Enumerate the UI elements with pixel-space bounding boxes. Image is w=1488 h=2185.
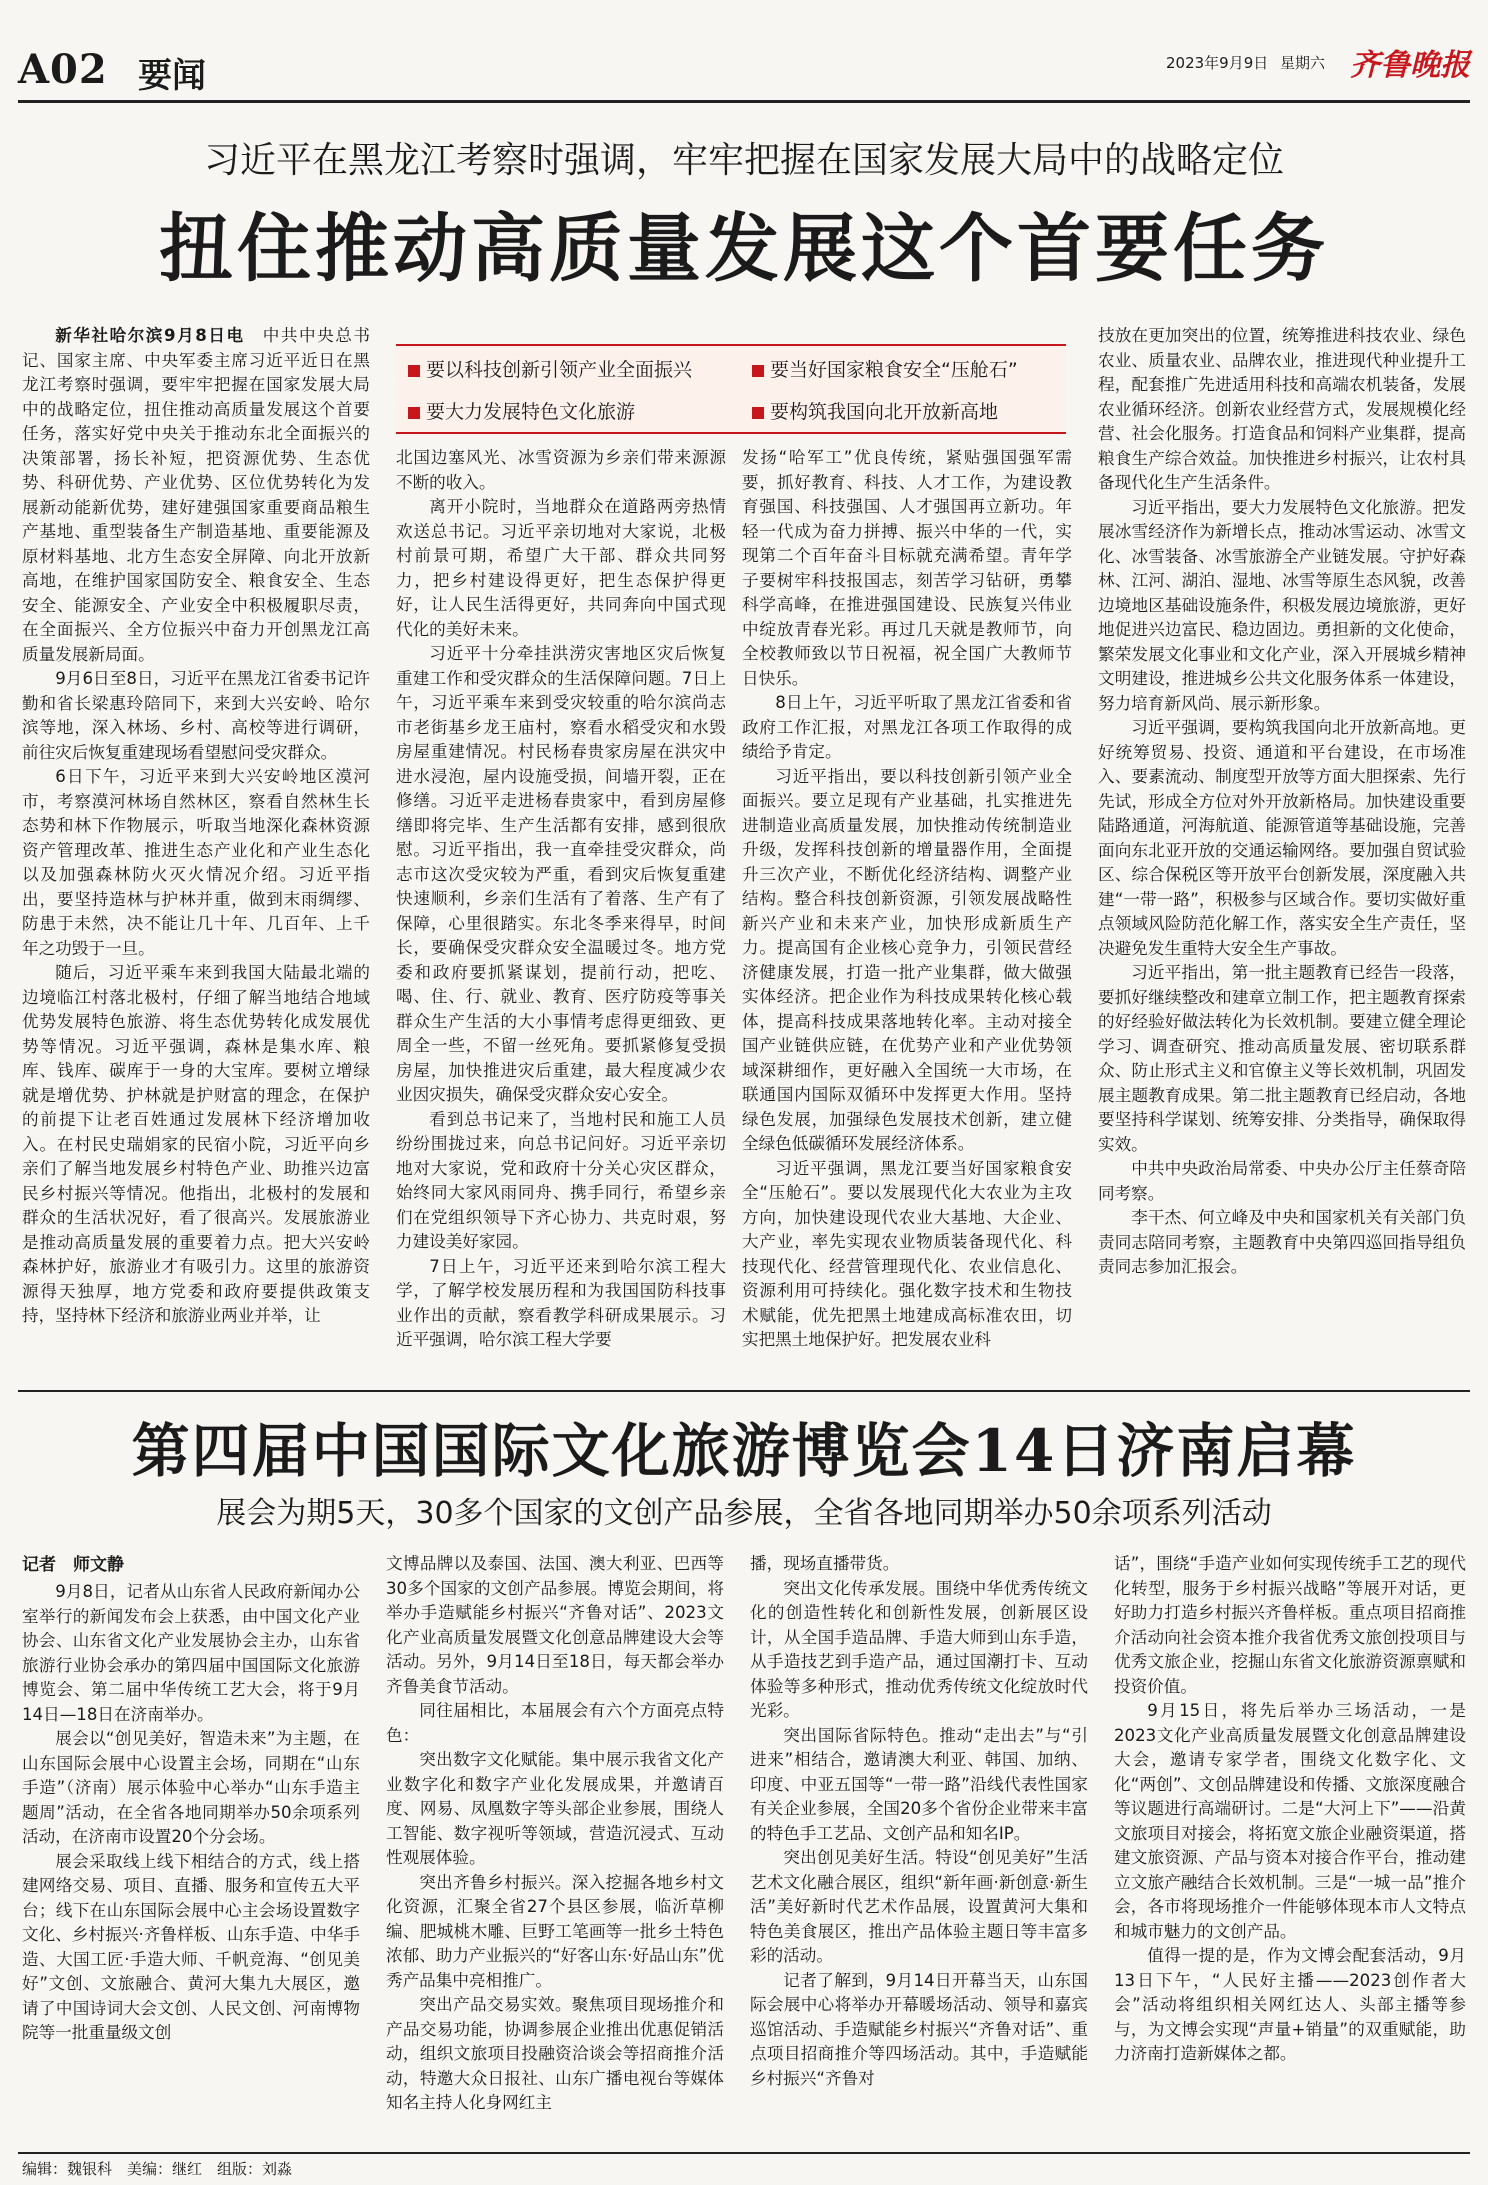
second-column-2: [386, 1552, 724, 2148]
article-paragraph: 话”，围绕“手造产业如何实现传统手工艺的现代化转型，服务于乡村振兴战略”等展开对话，更好助力打造乡村振兴齐鲁样板。重点项目招商推介活动向社会资本推介我省优秀文旅创投项目与优秀文旅企业，挖掘山东省文化旅游资源禀赋和投资价值。: [1114, 1554, 1466, 1696]
article-paragraph: 记者了解到，9月14日开幕当天，山东国际会展中心将举办开幕暖场活动、领导和嘉宾巡馆活动、手造赋能乡村振兴“齐鲁对话”、重点项目招商推介等四场活动。其中，手造赋能乡村振兴“齐鲁对: [750, 1970, 1088, 2088]
article-paragraph: 看到总书记来了，当地村民和施工人员纷纷围拢过来，向总书记问好。习近平亲切地对大家说，党和政府十分关心灾区群众，始终同大家风雨同舟、携手同行，希望乡亲们在党组织领导下齐心协力、共克时艰，努力建设美好家园。: [396, 1109, 726, 1251]
article-paragraph: 发扬“哈军工”优良传统，紧贴强国强军需要，抓好教育、科技、人才工作，为建设教育强国、科技强国、人才强国再立新功。年轻一代成为奋力拼搏、振兴中华的一代，实现第二个百年奋斗目标就充满希望。青年学子要树牢科技报国志，刻苦学习钻研，勇攀科学高峰，在推进强国建设、民族复兴伟业中绽放青春光彩。再过几天就是教师节，向全校教师致以节日祝福，祝全国广大教师节日快乐。: [742, 448, 1072, 688]
weekday: 星期六: [1280, 54, 1326, 72]
footer-rule: [18, 2152, 1470, 2154]
article-paragraph: 文博品牌以及泰国、法国、澳大利亚、巴西等30多个国家的文创产品参展。博览会期间，将举办手造赋能乡村振兴“齐鲁对话”、2023文化产业高质量发展暨文化创意品牌建设大会等活动。另外，9月14日至18日，每天都会举办齐鲁美食节活动。: [386, 1554, 724, 1696]
lead-column-2: [396, 446, 726, 1374]
lead-column-3: [742, 446, 1072, 1374]
section-name: 要闻: [138, 56, 206, 96]
highlight-item: 要构筑我国向北开放新高地: [752, 400, 998, 424]
square-bullet-icon: [752, 365, 764, 377]
article-paragraph: 技放在更加突出的位置，统筹推进科技农业、绿色农业、质量农业、品牌农业，推进现代种业提升工程，配套推广先进适用科技和高端农机装备，发展农业循环经济。创新农业经营方式，发展规模化经营、社会化服务。打造食品和饲料产业集群，提高粮食生产综合效益。加快推进乡村振兴，让农村具备现代化生产生活条件。: [1098, 326, 1466, 492]
second-column-1: [22, 1580, 360, 2148]
article-paragraph: 新华社哈尔滨9月8日电 中共中央总书记、国家主席、中央军委主席习近平近日在黑龙江考察时强调，要牢牢把握在国家发展大局中的战略定位，扭住推动高质量发展这个首要任务，落实好党中央关于推动东北全面振兴的决策部署，扬长补短，把资源优势、生态优势、科研优势、产业优势、区位优势转化为发展新动能新优势，建好建强国家重要商品粮生产基地、重型装备生产制造基地、重要能源及原材料基地、北方生态安全屏障、向北开放新高地，在维护国家国防安全、粮食安全、生态安全、能源安全、产业安全中积极履职尽责，在全面振兴、全方位振兴中奋力开创黑龙江高质量发展新局面。: [22, 326, 370, 664]
article-paragraph: 习近平指出，要大力发展特色文化旅游。把发展冰雪经济作为新增长点，推动冰雪运动、冰雪文化、冰雪装备、冰雪旅游全产业链发展。守护好森林、江河、湖泊、湿地、冰雪等原生态风貌，改善边境地区基础设施条件，积极发展边境旅游，更好地促进兴边富民、稳边固边。勇担新的文化使命，繁荣发展文化事业和文化产业，深入开展城乡精神文明建设，推进城乡公共文化服务体系一体建设，努力培育新风尚、展示新形象。: [1098, 497, 1466, 713]
lead-highlights-box: [396, 344, 1066, 434]
article-paragraph: 8日上午，习近平听取了黑龙江省委和省政府工作汇报，对黑龙江各项工作取得的成绩给予肯定。: [742, 693, 1072, 761]
article-paragraph: 同往届相比，本届展会有六个方面亮点特色：: [386, 1701, 724, 1745]
article-paragraph: 9月6日至8日，习近平在黑龙江省委书记许勤和省长梁惠玲陪同下，来到大兴安岭、哈尔滨等地，深入林场、乡村、高校等进行调研，前往灾后恢复重建现场看望慰问受灾群众。: [22, 669, 370, 762]
article-paragraph: 7日上午，习近平还来到哈尔滨工程大学，了解学校发展历程和为我国国防科技事业作出的贡献，察看教学科研成果展示。习近平强调，哈尔滨工程大学要: [396, 1256, 726, 1349]
byline: 记者 师文静: [22, 1555, 124, 1575]
article-paragraph: 突出文化传承发展。围绕中华优秀传统文化的创造性转化和创新性发展，创新展区设计，从全国手造品牌、手造大师到山东手造，从手造技艺到手造产品，通过国潮打卡、互动体验等多种形式，推动优秀传统文化绽放时代光彩。: [750, 1578, 1088, 1720]
article-paragraph: 李干杰、何立峰及中央和国家机关有关部门负责同志陪同考察，主题教育中央第四巡回指导组负责同志参加汇报会。: [1098, 1208, 1466, 1276]
square-bullet-icon: [408, 365, 420, 377]
highlight-item: 要当好国家粮食安全“压舱石”: [752, 358, 1018, 382]
section-divider: [18, 1390, 1470, 1392]
article-paragraph: 9月15日，将先后举办三场活动，一是2023文化产业高质量发展暨文化创意品牌建设大会，邀请专家学者，围绕文化数字化、文化“两创”、文创品牌建设和传播、文旅深度融合等议题进行高端研讨。二是“大河上下”——沿黄文旅项目对接会，将拓宽文旅企业融资渠道，搭建文旅资源、产品与资本对接合作平台，推动建立文旅产融结合长效机制。三是“一城一品”推介会，各市将现场推介一件能够体现本市人文特点和城市魅力的文创产品。: [1114, 1701, 1466, 1941]
second-headline: 第四届中国国际文化旅游博览会14日济南启幕: [131, 1417, 1357, 1485]
square-bullet-icon: [752, 407, 764, 419]
article-paragraph: 北国边塞风光、冰雪资源为乡亲们带来源源不断的收入。: [396, 448, 726, 492]
article-paragraph: 习近平十分牵挂洪涝灾害地区灾后恢复重建工作和受灾群众的生活保障问题。7日上午，习近平乘车来到受灾较重的哈尔滨尚志市老街基乡龙王庙村，察看水稻受灾和水毁房屋重建情况。村民杨春贵家房屋在洪灾中进水浸泡，屋内设施受损，间墙开裂，正在修缮。习近平走进杨春贵家中，看到房屋修缮即将完毕、生产生活都有安排，感到很欣慰。习近平指出，我一直牵挂受灾群众，尚志市这次受灾较为严重，看到灾后恢复重建快速顺利，乡亲们生活有了着落、生产有了保障，心里很踏实。东北冬季来得早，时间长，要确保受灾群众安全温暖过冬。地方党委和政府要抓紧谋划，提前行动，把吃、喝、住、行、就业、教育、医疗防疫等事关群众生产生活的大小事情考虑得更细致、更周全一些，不留一丝死角。要抓紧修复受损房屋，加快推进灾后重建，最大程度减少农业因灾损失，确保受灾群众安心安全。: [396, 644, 726, 1104]
page-code: A02: [18, 46, 108, 93]
highlight-item: 要大力发展特色文化旅游: [408, 400, 635, 424]
article-paragraph: 播，现场直播带货。: [750, 1554, 900, 1573]
second-subhead: 展会为期5天，30多个国家的文创产品参展，全省各地同期举办50余项系列活动: [216, 1496, 1272, 1531]
article-paragraph: 9月8日，记者从山东省人民政府新闻办公室举行的新闻发布会上获悉，由中国文化产业协会、山东省文化产业发展协会主办，山东省旅游行业协会承办的第四届中国国际文化旅游博览会、第二届中华传统工艺大会，将于9月14日—18日在济南举办。: [22, 1582, 360, 1724]
second-column-4: [1114, 1552, 1466, 2148]
lead-headline: 扭住推动高质量发展这个首要任务: [159, 206, 1329, 292]
article-paragraph: 展会采取线上线下相结合的方式，线上搭建网络交易、项目、直播、服务和宣传五大平台；线下在山东国际会展中心主会场设置数字文化、乡村振兴·齐鲁样板、山东手造、中华手造、大国工匠·手造大师、千帆竞海、“创见美好”文创、文旅融合、黄河大集九大展区，邀请了中国诗词大会文创、人民文创、河南博物院等一批重量级文创: [22, 1851, 360, 2042]
article-paragraph: 习近平指出，第一批主题教育已经告一段落，要抓好继续整改和建章立制工作，把主题教育探索的好经验好做法转化为长效机制。要建立健全理论学习、调查研究、推动高质量发展、密切联系群众、防止形式主义和官僚主义等长效机制，巩固发展主题教育成果。第二批主题教育已经启动，各地要坚持科学谋划、统筹安排、分类指导，确保取得实效。: [1098, 963, 1466, 1154]
article-paragraph: 突出创见美好生活。特设“创见美好”生活艺术文化融合展区，组织“新年画·新创意·新生活”美好新时代艺术作品展，设置黄河大集和特色美食展区，推出产品体验主题日等丰富多彩的活动。: [750, 1848, 1088, 1965]
article-paragraph: 中共中央政治局常委、中央办公厅主任蔡奇陪同考察。: [1098, 1159, 1466, 1203]
second-column-3: [750, 1552, 1088, 2148]
footer-editors: 编辑：魏银科 美编：继红 组版：刘淼: [22, 2160, 293, 2178]
article-paragraph: 突出齐鲁乡村振兴。深入挖掘各地乡村文化资源，汇聚全省27个县区参展，临沂草柳编、肥城桃木雕、巨野工笔画等一批乡土特色浓郁、助力产业振兴的“好客山东·好品山东”优秀产品集中亮相推广。: [386, 1872, 724, 1990]
article-paragraph: 值得一提的是，作为文博会配套活动，9月13日下午，“人民好主播——2023创作者大会”活动将组织相关网红达人、头部主播等参与，为文博会实现“声量+销量”的双重赋能，助力济南打造新媒体之都。: [1114, 1946, 1466, 2063]
article-paragraph: 离开小院时，当地群众在道路两旁热情欢送总书记。习近平亲切地对大家说，北极村前景可期，希望广大干部、群众共同努力，把乡村建设得更好，把生态保护得更好，让人民生活得更好，共同奔向中国式现代化的美好未来。: [396, 497, 726, 639]
lead-kicker: 习近平在黑龙江考察时强调，牢牢把握在国家发展大局中的战略定位: [203, 140, 1284, 181]
issue-date: 2023年9月9日: [1166, 54, 1269, 72]
highlight-item: 要以科技创新引领产业全面振兴: [408, 358, 692, 382]
article-paragraph: 随后，习近平乘车来到我国大陆最北端的边境临江村落北极村，仔细了解当地结合地域优势发展特色旅游、将生态优势转化成发展优势等情况。习近平强调，森林是集水库、粮库、钱库、碳库于一身的大宝库。要树立增绿就是增优势、护林就是护财富的理念，在保护的前提下让老百姓通过发展林下经济增加收入。在村民史瑞娟家的民宿小院，习近平向乡亲们了解当地发展乡村特色产业、助推兴边富民乡村振兴等情况。他指出，北极村的发展和群众的生活状况好，看了很高兴。发展旅游业是推动高质量发展的重要着力点。把大兴安岭森林护好，旅游业才有吸引力。这里的旅游资源得天独厚，地方党委和政府要提供政策支持，坚持林下经济和旅游业两业并举，让: [22, 963, 370, 1325]
article-paragraph: 展会以“创见美好，智造未来”为主题，在山东国际会展中心设置主会场，同期在“山东手造”（济南）展示体验中心举办“山东手造主题周”活动，在全省各地同期举办50余项系列活动，在济南市设置20个分会场。: [22, 1729, 360, 1846]
paper-logo: 齐鲁晚报: [1350, 48, 1470, 83]
dateline: 新华社哈尔滨9月8日电: [55, 326, 245, 345]
masthead-rule: [18, 100, 1470, 103]
article-paragraph: 突出产品交易实效。聚焦项目现场推介和产品交易功能，协调参展企业推出优惠促销活动，组织文旅项目投融资洽谈会等招商推介活动，特邀大众日报社、山东广播电视台等媒体知名主持人化身网红主: [386, 1995, 724, 2112]
article-paragraph: 突出国际省际特色。推动“走出去”与“引进来”相结合，邀请澳大利亚、韩国、加纳、印度、中亚五国等“一带一路”沿线代表性国家有关企业参展，全国20多个省份企业带来丰富的特色手工艺品、文创产品和知名IP。: [750, 1725, 1088, 1843]
masthead: [18, 38, 1470, 100]
article-paragraph: 习近平指出，要以科技创新引领产业全面振兴。要立足现有产业基础，扎实推进先进制造业高质量发展，加快推动传统制造业升级，发挥科技创新的增量器作用，全面提升三次产业，不断优化经济结构、调整产业结构。整合科技创新资源，引领发展战略性新兴产业和未来产业，加快形成新质生产力。提高国有企业核心竞争力，引领民营经济健康发展，打造一批产业集群，做大做强实体经济。把企业作为科技成果转化核心载体，提高科技成果落地转化率。主动对接全国产业链供应链，在优势产业和产业优势领域深耕细作，更好融入全国统一大市场，在联通国内国际双循环中发挥更大作用。坚持绿色发展，加强绿色发展技术创新，建立健全绿色低碳循环发展经济体系。: [742, 766, 1072, 1153]
lead-column-1: [22, 324, 370, 1374]
article-paragraph: 6日下午，习近平来到大兴安岭地区漠河市，考察漠河林场自然林区，察看自然林生长态势和林下作物展示，听取当地深化森林资源资产管理改革、推进生态产业化和产业生态化以及加强森林防火灭火情况介绍。习近平指出，要坚持造林与护林并重，做到末雨绸缪、防患于未然，决不能让几十年、几百年、上千年之功毁于一旦。: [22, 767, 370, 958]
article-paragraph: 习近平强调，要构筑我国向北开放新高地。更好统筹贸易、投资、通道和平台建设，在市场准入、要素流动、制度型开放等方面大胆探索、先行先试，形成全方位对外开放新格局。加快建设重要陆路通道，河海航道、能源管道等基础设施，完善面向东北亚开放的交通运输网络。要加强自贸试验区、综合保税区等开放平台创新发展，深度融入共建“一带一路”，积极参与区域合作。要切实做好重点领域风险防范化解工作，落实安全生产责任，坚决避免发生重特大安全生产事故。: [1098, 718, 1466, 958]
article-paragraph: 习近平强调，黑龙江要当好国家粮食安全“压舱石”。要以发展现代化大农业为主攻方向，加快建设现代农业大基地、大企业、大产业，率先实现农业物质装备现代化、科技现代化、经营管理现代化、农业信息化、资源利用可持续化。强化数字技术和生物技术赋能，优先把黑土地建成高标准农田，切实把黑土地保护好。把发展农业科: [742, 1158, 1072, 1349]
article-paragraph: 突出数字文化赋能。集中展示我省文化产业数字化和数字产业化发展成果，并邀请百度、网易、凤凰数字等头部企业参展，围绕人工智能、数字视听等领域，营造沉浸式、互动性观展体验。: [386, 1750, 724, 1867]
square-bullet-icon: [408, 407, 420, 419]
lead-column-4: [1098, 324, 1466, 1374]
